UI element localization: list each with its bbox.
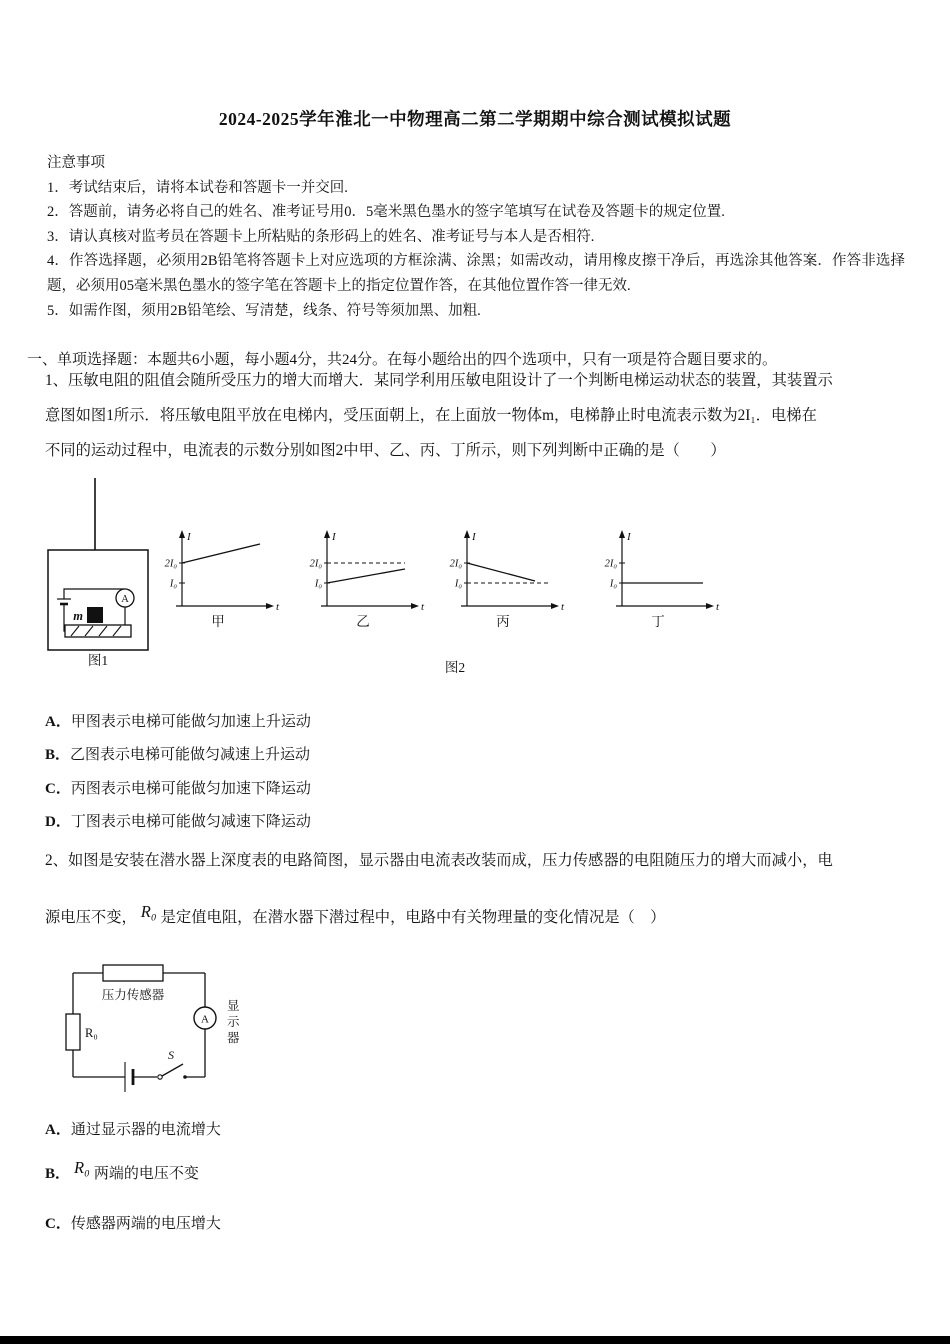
pressure-resistor	[65, 625, 131, 637]
x-axis-label: t	[276, 601, 280, 613]
mass-block	[87, 607, 103, 623]
option-text: 丁图表示电梯可能做匀减速下降运动	[70, 814, 311, 830]
q2-line2-pre: 源电压不变，	[45, 909, 137, 926]
option-text: 通过显示器的电流增大	[70, 1122, 221, 1138]
section-one-heading: 一、单项选择题：本题共6小题，每小题4分，共24分。在每小题给出的四个选项中，只有一项是符合题目要求的。	[27, 352, 778, 368]
graph-caption-yi: 乙	[356, 614, 370, 629]
x-axis-arrow	[411, 603, 419, 609]
graph-yi-svg	[305, 528, 430, 630]
option-letter: C．	[45, 1216, 71, 1232]
r0-label: R₀	[85, 1026, 98, 1040]
display-ammeter-label: A	[201, 1013, 209, 1026]
battery-icon	[57, 599, 71, 604]
display-label-char-2: 示	[227, 1015, 240, 1029]
tick-2i0: 2I₀	[164, 558, 177, 570]
graph-ding	[600, 528, 725, 630]
notice-item-2: 2．答题前，请务必将自己的姓名、准考证号用0．5毫米黑色墨水的签字笔填写在试卷及答题卡的规定位置.	[47, 204, 725, 221]
graph-caption-ding: 丁	[651, 614, 665, 629]
current-curve	[182, 544, 260, 563]
q2-option-b	[45, 1158, 199, 1183]
option-text: 甲图表示电梯可能做匀加速上升运动	[70, 714, 311, 730]
battery-icon	[125, 1062, 133, 1092]
graph-jia-svg	[160, 528, 285, 630]
option-letter: B．	[45, 747, 71, 763]
y-axis-label: I	[627, 531, 631, 543]
notice-item-4: 4．作答选择题，必须用2B铅笔将答题卡上对应选项的方框涂满、涂黑；如需改动，请用橡皮擦干净后，再选涂其他答案．作答非选择题，必须用05毫米黑色墨水的签字笔在答题卡上的指定位置作答，在其他位置作答一律无效.	[47, 253, 905, 294]
pressure-sensor-resistor	[103, 965, 163, 981]
r0-resistor	[66, 1014, 80, 1050]
q2-option-a	[45, 1118, 221, 1139]
question-1-line-2: 意图如图1所示．将压敏电阻平放在电梯内，受压面朝上，在上面放一物体m，电梯静止时电流表示数为2I₁．电梯在	[45, 407, 817, 424]
question-1-line-3: 不同的运动过程中，电流表的示数分别如图2中甲、乙、丙、丁所示，则下列判断中正确的是（ ）	[45, 442, 726, 459]
graph-bing	[445, 528, 570, 630]
depth-gauge-circuit-figure	[55, 958, 265, 1108]
question-2-line-2	[45, 902, 666, 927]
graph-caption-bing: 丙	[496, 614, 510, 629]
q1-option-d	[45, 810, 311, 831]
y-axis-arrow	[324, 530, 330, 538]
q2-line2-post: 是定值电阻，在潜水器下潜过程中，电路中有关物理量的变化情况是（ ）	[160, 909, 666, 926]
switch-icon	[158, 1064, 187, 1079]
y-axis-label: I	[332, 531, 336, 543]
option-letter: A．	[45, 714, 71, 730]
tick-2i0: 2I₀	[309, 558, 322, 570]
display-label-char-1: 显	[227, 999, 240, 1013]
fig2-caption: 图2	[444, 660, 466, 675]
notice-item-1: 1．考试结束后，请将本试卷和答题卡一并交回.	[47, 179, 348, 196]
mass-label: m	[73, 609, 83, 623]
q1-option-b	[45, 743, 310, 764]
x-axis-label: t	[561, 601, 565, 613]
fig1-caption: 图1	[87, 653, 109, 668]
option-text: 乙图表示电梯可能做匀减速上升运动	[70, 747, 311, 763]
notice-section	[47, 151, 905, 323]
option-text: 传感器两端的电压增大	[70, 1216, 221, 1232]
page-title: 2024-2025学年淮北一中物理高二第二学期期中综合测试模拟试题	[218, 109, 732, 129]
x-axis-arrow	[706, 603, 714, 609]
graph-yi	[305, 528, 430, 630]
option-letter: C．	[45, 781, 71, 797]
display-label-char-3: 器	[227, 1031, 240, 1045]
option-text: 丙图表示电梯可能做匀加速下降运动	[70, 781, 311, 797]
x-axis-label: t	[421, 601, 425, 613]
option-letter: D．	[45, 814, 71, 830]
y-axis-arrow	[464, 530, 470, 538]
tick-i0: I₀	[169, 578, 177, 590]
y-axis-label: I	[187, 531, 191, 543]
x-axis-arrow	[551, 603, 559, 609]
scan-edge-bar	[0, 1336, 950, 1344]
q1-option-c	[45, 777, 311, 798]
graph-jia	[160, 528, 285, 630]
tick-i0: I₀	[609, 578, 617, 590]
switch-label: S	[168, 1048, 174, 1062]
graph-bing-svg	[445, 528, 570, 630]
tick-i0: I₀	[454, 578, 462, 590]
x-axis-label: t	[716, 601, 720, 613]
r0-symbol: R₀	[74, 1158, 90, 1177]
question-1-text	[45, 363, 833, 468]
graph-caption-jia: 甲	[211, 614, 225, 629]
y-axis-arrow	[619, 530, 625, 538]
pressure-sensor-label: 压力传感器	[101, 988, 165, 1002]
question-2-line-1: 2、如图是安装在潜水器上深度表的电路简图，显示器由电流表改装而成，压力传感器的电阻随压力的增大而减小，电	[45, 852, 833, 869]
notice-item-3: 3．请认真核对监考员在答题卡上所粘贴的条形码上的姓名、准考证号与本人是否相符.	[47, 228, 595, 245]
option-text: 两端的电压不变	[93, 1166, 199, 1182]
notice-heading: 注意事项	[47, 155, 105, 171]
current-curve	[467, 563, 535, 581]
y-axis-arrow	[179, 530, 185, 538]
x-axis-arrow	[266, 603, 274, 609]
option-letter: B．	[45, 1166, 71, 1182]
question-1-line-1: 1、压敏电阻的阻值会随所受压力的增大而增大．某同学利用压敏电阻设计了一个判断电梯运动状态的装置，其装置示	[45, 372, 833, 389]
tick-i0: I₀	[314, 578, 322, 590]
ammeter-label: A	[121, 594, 129, 605]
tick-2i0: 2I₀	[449, 558, 462, 570]
graph-ding-svg	[600, 528, 725, 630]
notice-item-5: 5．如需作图，须用2B铅笔绘、写清楚，线条、符号等须加黑、加粗.	[47, 302, 481, 319]
option-letter: A．	[45, 1122, 71, 1138]
current-curve	[327, 569, 405, 583]
y-axis-label: I	[472, 531, 476, 543]
q2-option-c	[45, 1212, 221, 1233]
r0-symbol: R₀	[140, 902, 157, 921]
depth-gauge-circuit-svg	[55, 958, 265, 1108]
q1-option-a	[45, 710, 311, 731]
tick-2i0: 2I₀	[604, 558, 617, 570]
